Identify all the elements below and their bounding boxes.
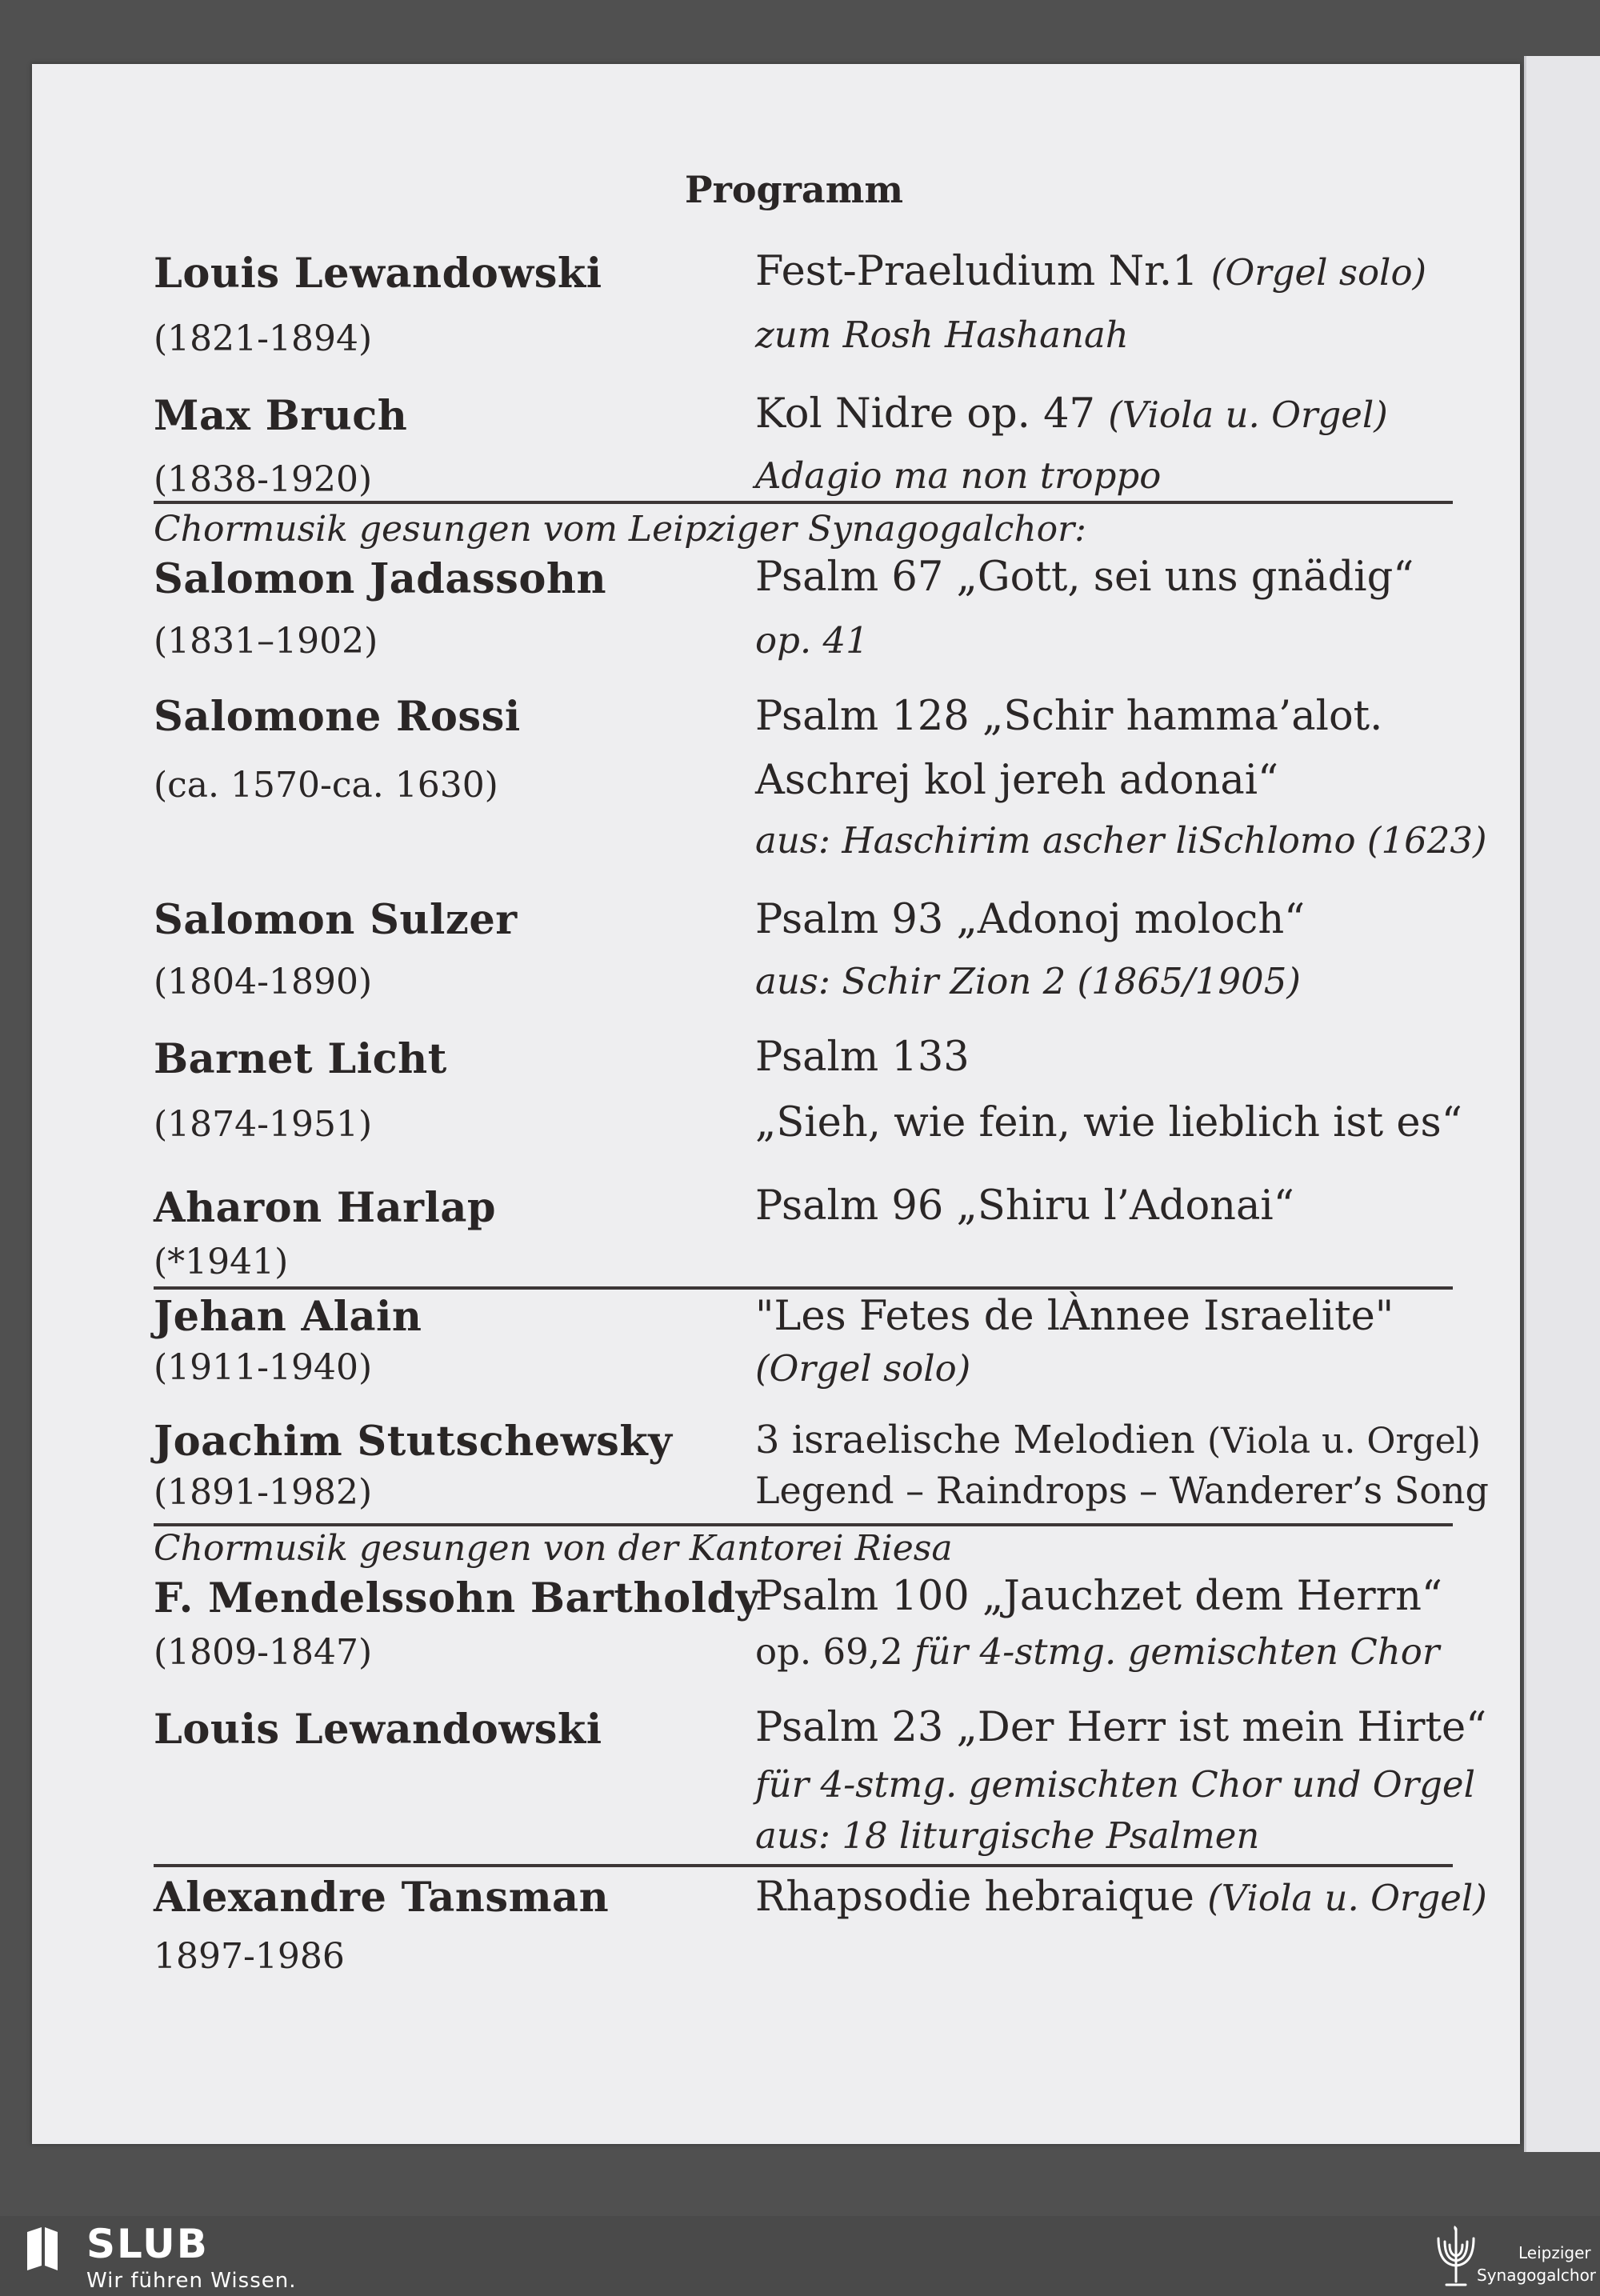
program-page — [32, 64, 1520, 2144]
composer-name: Max Bruch — [154, 392, 408, 440]
work-title-line2: „Sieh, wie fein, wie lieblich ist es“ — [755, 1099, 1462, 1146]
work-detail: aus: Schir Zion 2 (1865/1905) — [755, 960, 1301, 1002]
composer-dates: (1821-1894) — [154, 318, 373, 359]
composer-dates: (*1941) — [154, 1242, 289, 1282]
section-heading: Chormusik gesungen vom Leipziger Synagogalchor: — [154, 509, 1086, 550]
section-divider — [154, 501, 1453, 504]
composer-name: Louis Lewandowski — [154, 250, 602, 298]
section-heading: Chormusik gesungen von der Kantorei Riesa — [154, 1528, 953, 1569]
work-title: Kol Nidre op. 47 (Viola u. Orgel) — [755, 390, 1388, 438]
work-title: "Les Fetes de lÀnnee Israelite" — [755, 1293, 1394, 1340]
work-title: Psalm 67 „Gott, sei uns gnädig“ — [755, 554, 1414, 601]
composer-name: Salomon Sulzer — [154, 896, 518, 944]
section-divider — [154, 1523, 1453, 1526]
choir-name-line2: Synagogalchor — [1477, 2266, 1597, 2285]
work-title: Psalm 100 „Jauchzet dem Herrn“ — [755, 1573, 1442, 1620]
slub-book-icon — [22, 2226, 62, 2272]
composer-name: Salomon Jadassohn — [154, 555, 607, 603]
work-detail: zum Rosh Hashanah — [755, 314, 1129, 356]
composer-dates: (1891-1982) — [154, 1472, 373, 1513]
work-title: Fest-Praeludium Nr.1 (Orgel solo) — [755, 248, 1427, 295]
menorah-logo-icon — [1432, 2224, 1480, 2291]
composer-dates: (1838-1920) — [154, 459, 373, 500]
composer-name: F. Mendelssohn Bartholdy — [154, 1574, 760, 1622]
composer-dates: (1874-1951) — [154, 1104, 373, 1145]
composer-dates: (1804-1890) — [154, 962, 373, 1002]
work-title-line2: Legend – Raindrops – Wanderer’s Song — [755, 1469, 1489, 1512]
work-detail: für 4-stmg. gemischten Chor und Orgel — [755, 1763, 1475, 1806]
work-detail: Adagio ma non troppo — [755, 454, 1162, 497]
composer-name: Salomone Rossi — [154, 693, 521, 741]
composer-name: Joachim Stutschewsky — [154, 1418, 673, 1466]
page-title: Programm — [685, 168, 904, 211]
work-title: Psalm 133 — [755, 1034, 970, 1081]
composer-dates: (ca. 1570-ca. 1630) — [154, 765, 498, 806]
composer-dates: (1911-1940) — [154, 1347, 373, 1388]
composer-dates: (1809-1847) — [154, 1632, 373, 1673]
work-title: Psalm 128 „Schir hamma’alot. — [755, 693, 1383, 740]
composer-name: Louis Lewandowski — [154, 1706, 602, 1754]
viewer-footer — [0, 2216, 1600, 2296]
work-detail-line2: aus: 18 liturgische Psalmen — [755, 1814, 1260, 1857]
composer-dates: 1897-1986 — [154, 1936, 345, 1977]
section-divider — [154, 1864, 1453, 1867]
composer-name: Barnet Licht — [154, 1035, 447, 1083]
work-title: Psalm 96 „Shiru l’Adonai“ — [755, 1182, 1294, 1230]
composer-dates: (1831–1902) — [154, 621, 378, 662]
library-motto: Wir führen Wissen. — [86, 2269, 297, 2293]
work-title: Psalm 93 „Adonoj moloch“ — [755, 896, 1306, 943]
work-detail: (Orgel solo) — [755, 1347, 971, 1390]
work-title-line2: Aschrej kol jereh adonai“ — [755, 757, 1279, 804]
section-divider — [154, 1286, 1453, 1290]
library-name[interactable]: SLUB — [86, 2221, 209, 2267]
work-detail: aus: Haschirim ascher liSchlomo (1623) — [755, 819, 1487, 862]
work-detail: op. 69,2 für 4-stmg. gemischten Chor — [755, 1630, 1440, 1673]
composer-name: Alexandre Tansman — [154, 1874, 610, 1922]
next-page-edge — [1524, 56, 1600, 2152]
composer-name: Jehan Alain — [154, 1293, 422, 1341]
work-title: Rhapsodie hebraique (Viola u. Orgel) — [755, 1874, 1487, 1921]
composer-name: Aharon Harlap — [154, 1184, 497, 1232]
work-detail: op. 41 — [755, 619, 869, 662]
work-title: Psalm 23 „Der Herr ist mein Hirte“ — [755, 1704, 1487, 1751]
work-title: 3 israelische Melodien (Viola u. Orgel) — [755, 1418, 1481, 1462]
choir-name-line1: Leipziger — [1518, 2243, 1591, 2262]
